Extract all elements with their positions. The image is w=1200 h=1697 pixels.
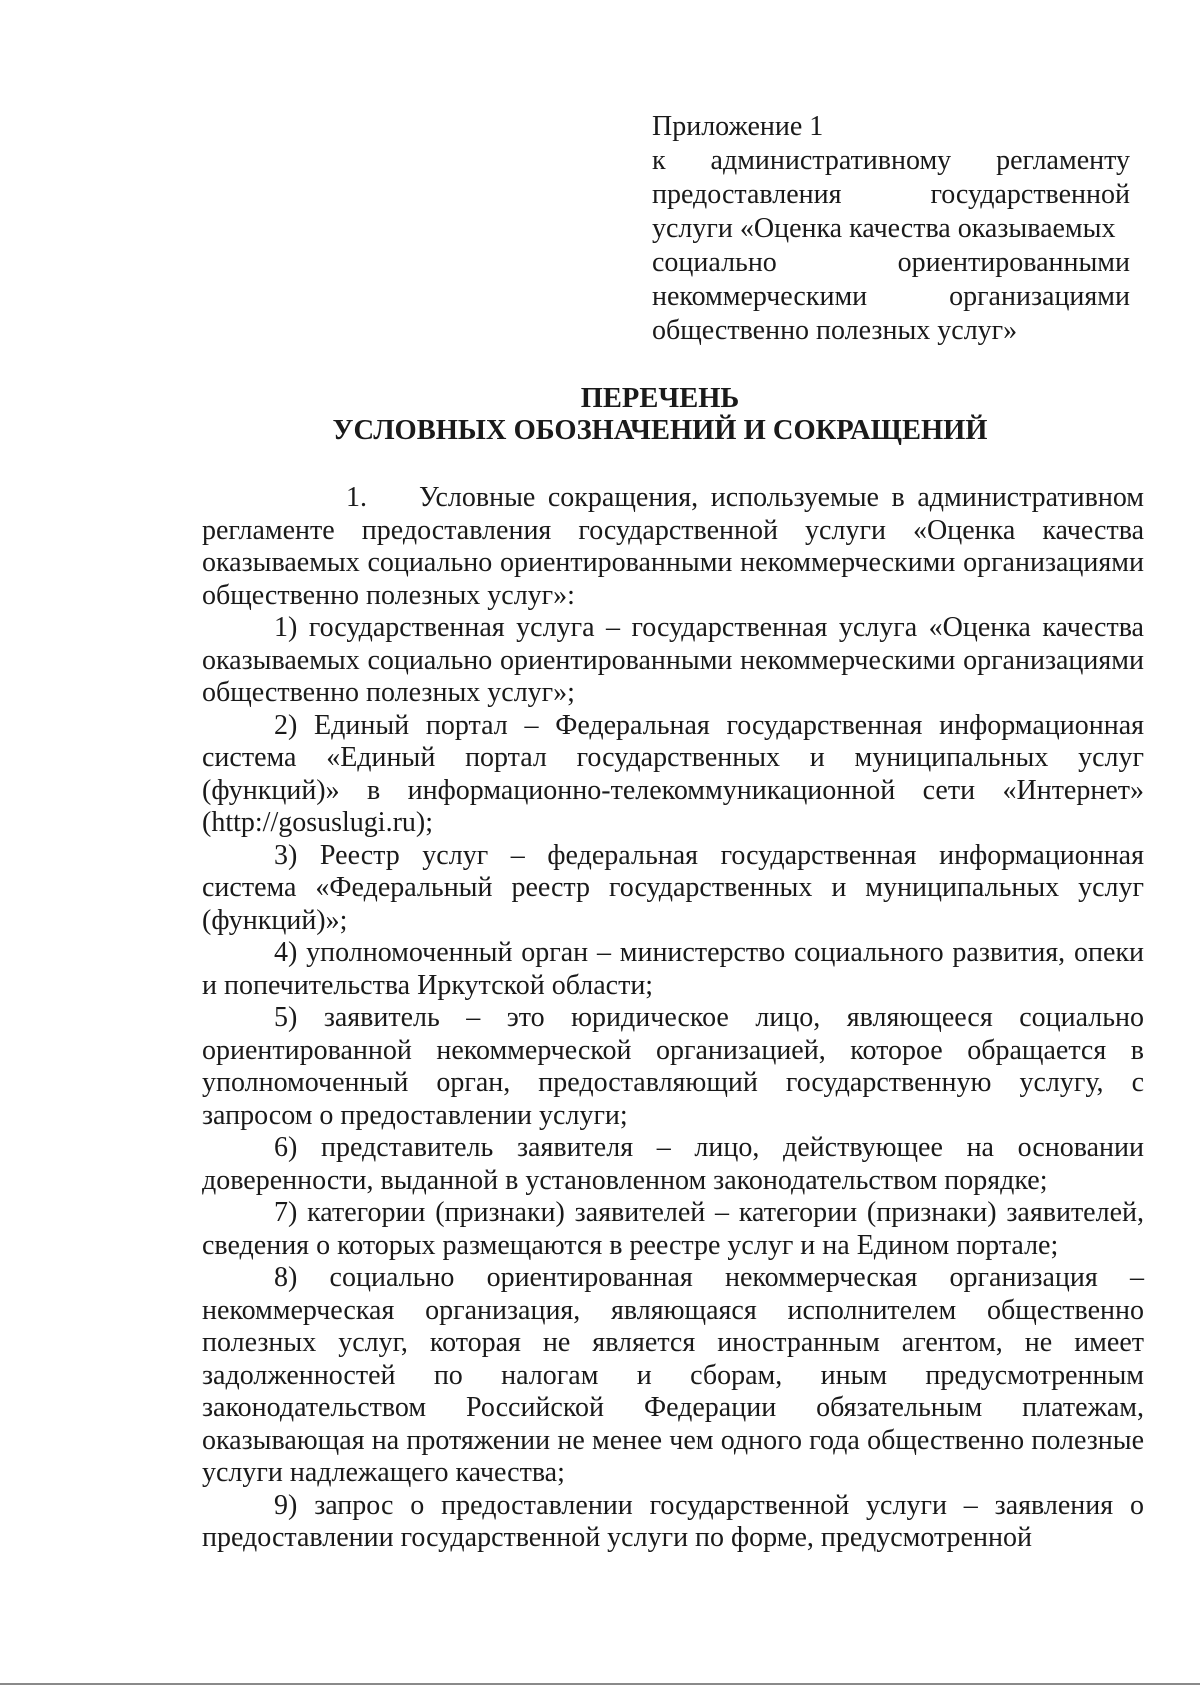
list-item: 4) уполномоченный орган – министерство социального развития, опеки и попечительства Иркутской области; (202, 937, 1144, 1001)
appendix-line: предоставления государственной (652, 179, 1130, 210)
appendix-line: социально ориентированными (652, 247, 1130, 278)
scan-bottom-edge (0, 1683, 1200, 1685)
list-item: 1) государственная услуга – государственная услуга «Оценка качества оказываемых социально ориентированными некоммерческими организациями общественно полезных услуг»; (202, 612, 1144, 708)
list-item: 9) запрос о предоставлении государственной услуги – заявления о предоставлении государственной услуги по форме, предусмотренной (202, 1489, 1144, 1553)
list-item: 5) заявитель – это юридическое лицо, являющееся социально ориентированной некоммерческой организацией, которое обращается в уполномоченный орган, предоставляющий государственную услугу, с запросом о предоставлении услуги; (202, 1002, 1144, 1131)
document-title: ПЕРЕЧЕНЬ (580, 383, 740, 414)
appendix-line: Приложение 1 (652, 111, 824, 142)
document-body (202, 482, 1144, 1555)
section-intro-paragraph (202, 482, 1144, 612)
section-number: 1. (346, 482, 367, 513)
list-item: 8) социально ориентированная некоммерческая организация – некоммерческая организация, являющаяся исполнителем общественно полезных услуг, которая не является иностранным агентом, не имеет задолженностей по налогам и сборам, иным предусмотренным законодательством Российской Федерации обязательным платежам, оказывающая на протяжении не менее чем одного года общественно полезные услуги надлежащего качества; (202, 1262, 1144, 1488)
appendix-line: некоммерческими организациями (652, 281, 1130, 312)
list-item: 7) категории (признаки) заявителей – категории (признаки) заявителей, сведения о которых размещаются в реестре услуг и на Едином портале; (202, 1197, 1144, 1261)
section-intro-text: Условные сокращения, используемые в административном регламенте предоставления государственной услуги «Оценка качества оказываемых социально ориентированными некоммерческими организациями общественно полезных услуг»: (202, 482, 1144, 611)
list-item: 2) Единый портал – Федеральная государственная информационная система «Единый портал государственных и муниципальных услуг (функций)» в информационно-телекоммуникационной сети «Интернет» (http://gosuslugi.ru); (202, 709, 1144, 838)
appendix-line: к административному регламенту (652, 145, 1130, 176)
list-item: 3) Реестр услуг – федеральная государственная информационная система «Федеральный реестр государственных и муниципальных услуг (функций)»; (202, 839, 1144, 936)
appendix-header (652, 110, 1130, 348)
document-subtitle: УСЛОВНЫХ ОБОЗНАЧЕНИЙ И СОКРАЩЕНИЙ (332, 415, 988, 446)
list-item: 6) представитель заявителя – лицо, действующее на основании доверенности, выданной в установленном законодательством порядке; (202, 1132, 1144, 1196)
appendix-line: услуги «Оценка качества оказываемых (652, 213, 1116, 244)
appendix-line: общественно полезных услуг» (652, 315, 1018, 346)
